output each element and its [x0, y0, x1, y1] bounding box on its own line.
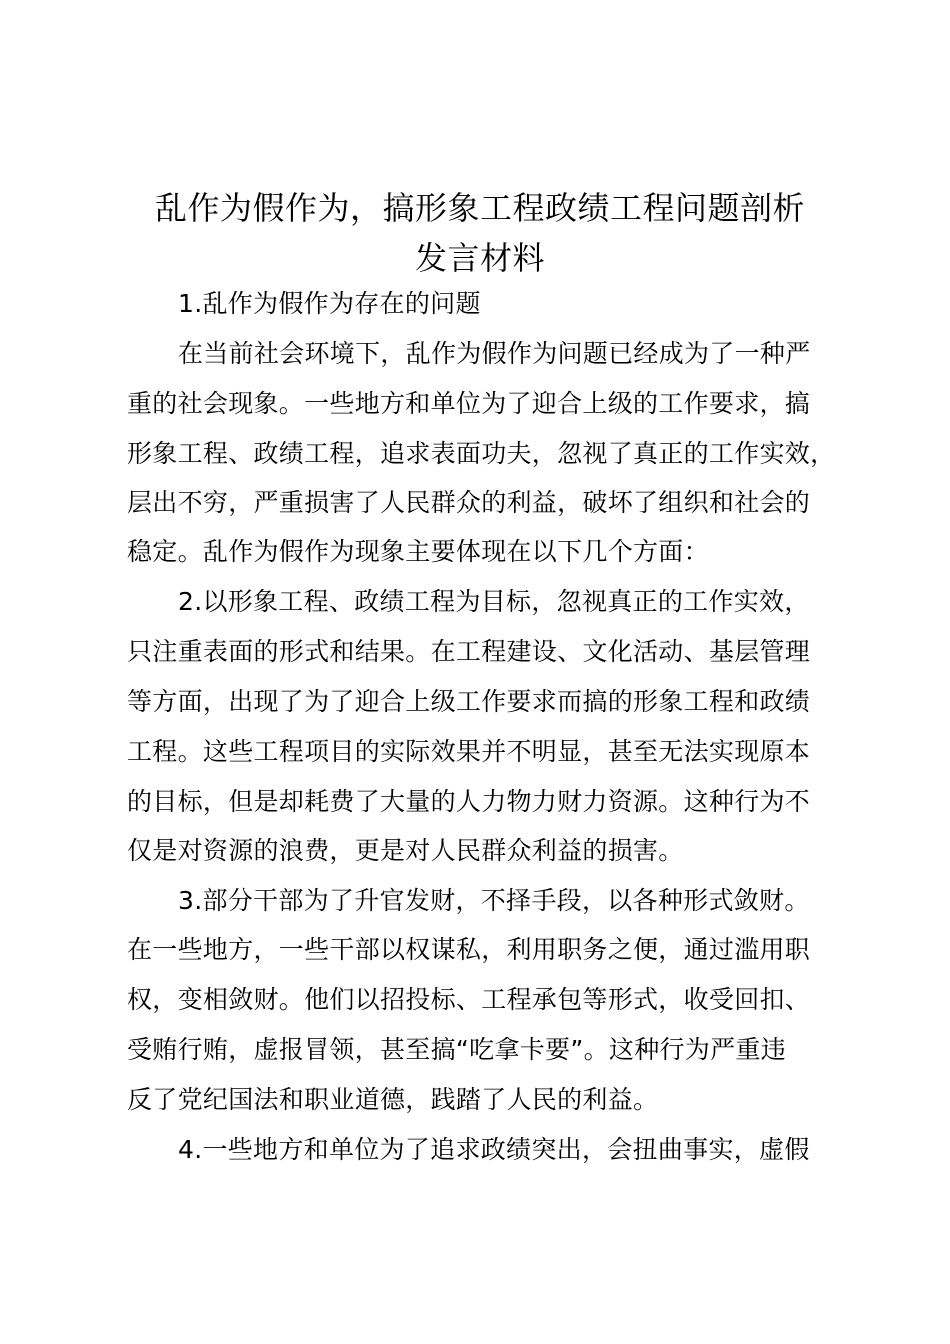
paragraph-line: 的目标，但是却耗费了大量的人力物力财力资源。这种行为不	[127, 787, 811, 816]
section-heading-1: 1.乱作为假作为存在的问题	[178, 289, 481, 318]
paragraph-line: 在一些地方，一些干部以权谋私，利用职务之便，通过滥用职	[127, 935, 811, 964]
paragraph-line: 4.一些地方和单位为了追求政绩突出，会扭曲事实，虚假	[178, 1135, 810, 1164]
paragraph-line: 3.部分干部为了升官发财，不择手段，以各种形式敛财。	[178, 886, 810, 915]
paragraph-line: 重的社会现象。一些地方和单位为了迎合上级的工作要求，搞	[127, 389, 811, 418]
paragraph-line: 等方面，出现了为了迎合上级工作要求而搞的形象工程和政绩	[127, 687, 811, 716]
paragraph-line: 稳定。乱作为假作为现象主要体现在以下几个方面：	[127, 537, 709, 566]
paragraph-line: 仅是对资源的浪费，更是对人民群众利益的损害。	[127, 836, 684, 865]
document-title-line-1: 乱作为假作为，搞形象工程政绩工程问题剖析	[154, 189, 805, 227]
paragraph-line: 工程。这些工程项目的实际效果并不明显，甚至无法实现原本	[127, 737, 811, 766]
paragraph-line: 反了党纪国法和职业道德，践踏了人民的利益。	[127, 1085, 659, 1114]
paragraph-line: 受贿行贿，虚报冒领，甚至搞“吃拿卡要”。这种行为严重违	[127, 1035, 787, 1064]
paragraph-line: 层出不穷，严重损害了人民群众的利益，破坏了组织和社会的	[127, 488, 811, 517]
document-title-line-2: 发言材料	[414, 239, 545, 277]
paragraph-line: 权，变相敛财。他们以招投标、工程承包等形式，收受回扣、	[127, 985, 811, 1014]
paragraph-line: 只注重表面的形式和结果。在工程建设、文化活动、基层管理	[127, 637, 811, 666]
paragraph-line: 在当前社会环境下，乱作为假作为问题已经成为了一种严	[178, 339, 811, 368]
paragraph-line: 形象工程、政绩工程，追求表面功夫，忽视了真正的工作实效，	[127, 439, 836, 468]
paragraph-line: 2.以形象工程、政绩工程为目标，忽视真正的工作实效，	[178, 587, 810, 616]
